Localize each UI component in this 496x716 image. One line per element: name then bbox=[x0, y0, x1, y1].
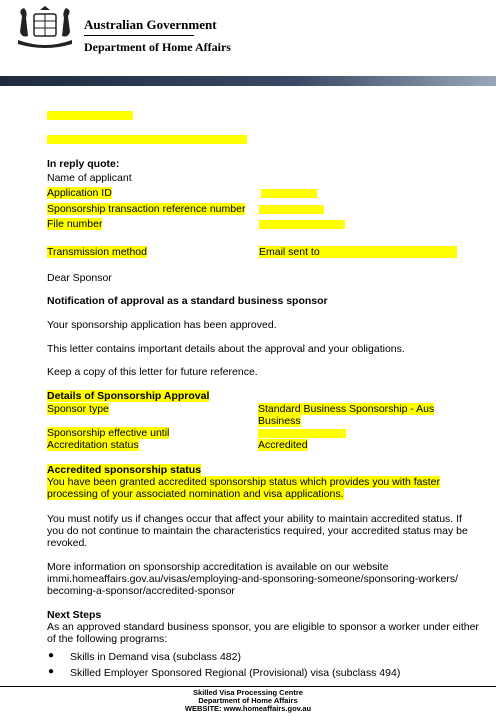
redacted-effective-date bbox=[258, 429, 346, 438]
obligations-para: This letter contains important details about the approval and your obligations. bbox=[47, 343, 405, 355]
header-divider bbox=[84, 35, 194, 36]
header-banner bbox=[0, 76, 496, 86]
redacted-transaction-ref bbox=[259, 205, 324, 214]
accreditation-value: Accredited bbox=[258, 439, 308, 451]
dept-name: Department of Home Affairs bbox=[84, 40, 231, 54]
redacted-application-id bbox=[261, 189, 317, 198]
list-item: Skilled Employer Sponsored Regional (Provisional) visa (subclass 494) bbox=[70, 667, 401, 679]
letter-title: Notification of approval as a standard business sponsor bbox=[47, 295, 328, 307]
redacted-address-1 bbox=[47, 111, 133, 120]
gov-name: Australian Government bbox=[84, 17, 217, 32]
notify-line-2: you do not continue to maintain the characteristics required, your accredited status may be bbox=[47, 525, 468, 537]
notify-line-3: revoked. bbox=[47, 537, 88, 549]
next-steps-line-1: As an approved standard business sponsor, you are eligible to sponsor a worker under either bbox=[47, 621, 479, 633]
redacted-file-number bbox=[259, 220, 345, 229]
coat-of-arms-icon bbox=[14, 6, 76, 48]
redacted-address-2 bbox=[47, 135, 247, 144]
details-heading: Details of Sponsorship Approval bbox=[47, 390, 210, 402]
copy-para: Keep a copy of this letter for future reference. bbox=[47, 366, 258, 378]
accredited-heading: Accredited sponsorship status bbox=[47, 464, 202, 476]
application-id-label: Application ID bbox=[47, 187, 112, 199]
email-label: Email sent to bbox=[259, 246, 320, 258]
notify-line-1: You must notify us if changes occur that affect your ability to maintain accredited status. If bbox=[47, 513, 462, 525]
sponsor-type-label: Sponsor type bbox=[47, 403, 109, 415]
sponsor-type-value-2: Business bbox=[258, 415, 301, 427]
list-item: Skills in Demand visa (subclass 482) bbox=[70, 651, 241, 663]
bullet-icon: ● bbox=[48, 666, 55, 677]
footer-divider bbox=[0, 686, 496, 687]
salutation: Dear Sponsor bbox=[47, 272, 112, 284]
bullet-icon: ● bbox=[48, 650, 55, 661]
file-number-label: File number bbox=[47, 218, 103, 230]
reply-heading: In reply quote: bbox=[47, 158, 120, 170]
footer-dept: Department of Home Affairs bbox=[198, 696, 298, 705]
sponsor-type-value-1: Standard Business Sponsorship - Aus bbox=[258, 403, 435, 415]
email-sent-field bbox=[259, 246, 457, 258]
accreditation-label: Accreditation status bbox=[47, 439, 139, 451]
footer-website: WEBSITE: www.homeaffairs.gov.au bbox=[184, 704, 312, 713]
info-line-1: More information on sponsorship accreditation is available on our website bbox=[47, 561, 389, 573]
name-label: Name of applicant bbox=[47, 172, 132, 184]
accredited-line-2: processing of your associated nomination and visa applications. bbox=[47, 488, 344, 500]
approval-para: Your sponsorship application has been approved. bbox=[47, 319, 277, 331]
accredited-line-1: You have been granted accredited sponsorship status which provides you with faster bbox=[47, 476, 441, 488]
info-link-line-2[interactable]: immi.homeaffairs.gov.au/visas/employing-and-sponsoring-someone/sponsoring-workers/ bbox=[47, 573, 459, 585]
transaction-ref-label: Sponsorship transaction reference number bbox=[47, 203, 246, 215]
footer-centre: Skilled Visa Processing Centre bbox=[193, 688, 303, 697]
effective-until-label: Sponsorship effective until bbox=[47, 427, 170, 439]
info-link-line-3[interactable]: becoming-a-sponsor/accredited-sponsor bbox=[47, 585, 235, 597]
next-steps-line-2: of the following programs: bbox=[47, 633, 168, 645]
next-steps-heading: Next Steps bbox=[47, 609, 102, 621]
transmission-label: Transmission method bbox=[47, 246, 147, 258]
